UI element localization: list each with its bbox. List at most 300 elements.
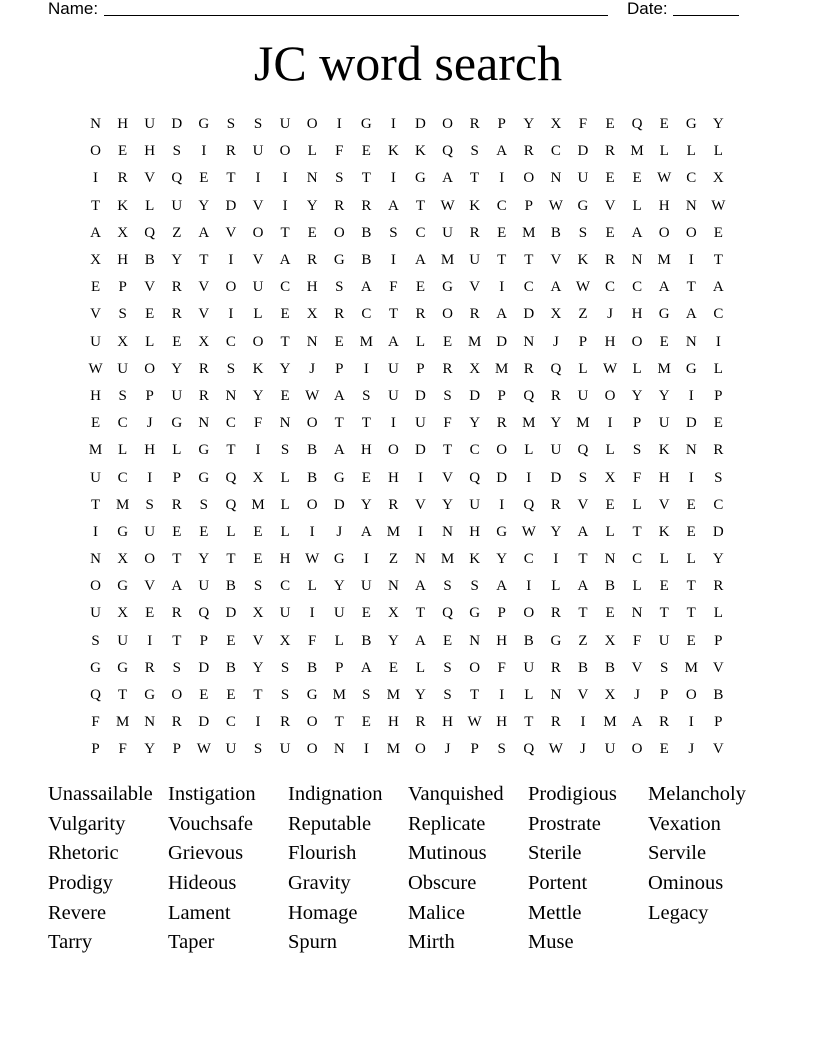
grid-letter: O [306, 741, 318, 758]
grid-letter: E [118, 143, 128, 160]
word-list-item: Revere [48, 901, 107, 924]
grid-letter: U [117, 632, 129, 649]
grid-letter: C [117, 415, 128, 432]
grid-letter: G [685, 360, 697, 377]
grid-letter: W [196, 741, 211, 758]
grid-letter: O [469, 659, 481, 676]
grid-letter: G [198, 116, 210, 133]
grid-letter: A [496, 578, 508, 595]
grid-letter: W [548, 741, 563, 758]
grid-letter: T [659, 605, 669, 622]
grid-letter: Z [578, 306, 588, 323]
grid-letter: F [389, 279, 398, 296]
grid-letter: C [280, 279, 291, 296]
grid-letter: H [496, 714, 508, 731]
word-list-item: Vexation [648, 812, 721, 835]
grid-letter: O [90, 143, 101, 160]
grid-letter: Y [550, 415, 562, 432]
grid-letter: I [688, 252, 694, 269]
grid-letter: S [226, 116, 236, 133]
grid-letter: R [388, 496, 399, 513]
grid-row [82, 546, 732, 573]
grid-letter: E [361, 143, 371, 160]
grid-letter: M [440, 551, 455, 568]
grid-letter: M [332, 687, 346, 704]
grid-letter: R [361, 197, 372, 214]
grid-letter: Y [442, 496, 453, 513]
grid-letter: A [333, 442, 345, 459]
grid-letter: V [225, 224, 237, 241]
word-search-grid [82, 111, 732, 764]
grid-letter: C [117, 469, 128, 486]
grid-letter: L [713, 605, 723, 622]
grid-letter: R [523, 143, 534, 160]
grid-letter: I [499, 687, 505, 704]
grid-letter: O [306, 415, 318, 432]
grid-letter: X [604, 469, 616, 486]
grid-letter: L [578, 360, 588, 377]
grid-letter: N [90, 551, 101, 568]
grid-letter: T [334, 415, 344, 432]
grid-letter: X [550, 306, 562, 323]
grid-letter: S [443, 578, 452, 595]
grid-letter: U [252, 143, 264, 160]
grid-letter: H [144, 442, 156, 459]
grid-letter: O [144, 360, 156, 377]
grid-letter: L [334, 632, 344, 649]
grid-letter: L [118, 442, 128, 459]
grid-letter: S [118, 306, 127, 323]
grid-letter: I [201, 143, 207, 160]
grid-letter: R [550, 659, 561, 676]
grid-row [82, 709, 732, 736]
grid-letter: A [415, 252, 426, 269]
grid-letter: V [198, 279, 210, 296]
grid-letter: U [90, 333, 101, 350]
grid-letter: H [658, 197, 670, 214]
grid-letter: Z [172, 224, 182, 241]
grid-letter: R [198, 387, 209, 404]
grid-letter: R [469, 116, 480, 133]
grid-letter: X [387, 605, 399, 622]
grid-letter: I [228, 252, 234, 269]
grid-letter: R [307, 252, 318, 269]
grid-letter: T [470, 170, 480, 187]
grid-letter: U [333, 605, 345, 622]
grid-letter: D [496, 333, 508, 350]
grid-letter: O [279, 143, 291, 160]
word-list-item: Vanquished [408, 783, 504, 805]
grid-letter: T [497, 252, 507, 269]
grid-letter: I [390, 415, 396, 432]
grid-letter: X [117, 551, 129, 568]
grid-letter: E [280, 387, 290, 404]
grid-letter: K [252, 360, 264, 377]
grid-letter: Y [333, 578, 345, 595]
grid-letter: L [632, 360, 642, 377]
grid-letter: Q [171, 170, 183, 187]
grid-letter: Y [415, 687, 426, 704]
grid-letter: O [523, 170, 535, 187]
grid-letter: V [712, 659, 724, 676]
grid-letter: P [497, 116, 506, 133]
grid-letter: N [415, 551, 426, 568]
grid-letter: L [145, 197, 155, 214]
grid-letter: D [171, 116, 183, 133]
grid-letter: T [334, 714, 344, 731]
grid-letter: L [253, 306, 263, 323]
grid-letter: L [280, 469, 290, 486]
grid-row [82, 356, 732, 383]
grid-letter: T [388, 306, 398, 323]
grid-letter: J [444, 741, 451, 758]
grid-letter: L [415, 333, 426, 350]
grid-letter: E [280, 306, 290, 323]
word-list-item: Unassailable [48, 783, 153, 805]
grid-letter: Q [144, 224, 156, 241]
grid-letter: A [360, 659, 372, 676]
grid-letter: M [359, 333, 373, 350]
grid-letter: D [415, 116, 426, 133]
grid-letter: U [279, 741, 291, 758]
grid-letter: C [496, 197, 507, 214]
grid-letter: P [335, 659, 344, 676]
grid-row [82, 655, 732, 682]
grid-letter: R [117, 170, 128, 187]
grid-letter: U [144, 116, 156, 133]
word-list-item: Replicate [408, 812, 486, 835]
grid-letter: U [442, 224, 453, 241]
grid-letter: V [198, 306, 210, 323]
grid-letter: P [145, 387, 154, 404]
grid-letter: X [117, 333, 129, 350]
name-blank-line [104, 15, 608, 16]
grid-letter: Y [198, 197, 210, 214]
grid-letter: U [469, 252, 481, 269]
grid-row [82, 573, 732, 600]
grid-letter: I [499, 496, 505, 513]
grid-letter: U [387, 387, 399, 404]
grid-letter: D [577, 143, 589, 160]
grid-letter: M [88, 442, 103, 459]
grid-letter: U [117, 360, 129, 377]
grid-letter: R [605, 143, 616, 160]
grid-letter: U [90, 469, 101, 486]
grid-letter: N [550, 170, 562, 187]
grid-letter: G [171, 415, 183, 432]
grid-letter: H [658, 469, 670, 486]
grid-letter: B [577, 659, 588, 676]
grid-letter: I [688, 714, 694, 731]
grid-letter: N [523, 333, 535, 350]
grid-letter: U [387, 360, 399, 377]
grid-letter: Y [631, 387, 643, 404]
grid-letter: U [279, 116, 291, 133]
grid-letter: P [199, 632, 209, 649]
page-title: JC word search [253, 35, 563, 91]
grid-letter: Y [469, 415, 481, 432]
grid-letter: G [90, 659, 101, 676]
grid-letter: N [631, 605, 643, 622]
grid-letter: R [442, 360, 453, 377]
grid-letter: E [145, 605, 155, 622]
grid-letter: M [657, 252, 671, 269]
word-list-item: Ominous [648, 872, 724, 895]
grid-letter: M [495, 360, 509, 377]
grid-letter: M [684, 659, 698, 676]
grid-letter: O [604, 387, 616, 404]
grid-letter: G [198, 442, 210, 459]
word-list-item: Hideous [168, 872, 237, 895]
grid-letter: U [577, 170, 589, 187]
grid-letter: M [386, 523, 401, 540]
grid-letter: K [387, 143, 399, 160]
grid-letter: T [199, 252, 209, 269]
grid-letter: U [577, 387, 589, 404]
grid-letter: H [360, 442, 372, 459]
grid-letter: U [360, 578, 372, 595]
grid-letter: D [496, 469, 508, 486]
grid-letter: L [632, 496, 642, 513]
grid-letter: S [253, 741, 263, 758]
grid-letter: Y [658, 387, 670, 404]
grid-letter: R [144, 659, 155, 676]
grid-letter: S [172, 659, 181, 676]
grid-letter: E [388, 659, 398, 676]
grid-letter: O [252, 333, 264, 350]
grid-letter: I [282, 170, 288, 187]
grid-letter: O [333, 224, 345, 241]
grid-letter: A [442, 170, 453, 187]
grid-letter: X [712, 170, 724, 187]
grid-letter: X [469, 360, 481, 377]
grid-letter: I [363, 551, 369, 568]
grid-letter: A [279, 252, 291, 269]
grid-row [82, 682, 732, 709]
grid-letter: T [90, 197, 101, 214]
grid-letter: S [280, 442, 290, 459]
grid-letter: I [553, 551, 559, 568]
grid-letter: V [144, 578, 156, 595]
grid-letter: E [686, 496, 696, 513]
grid-letter: S [226, 360, 236, 377]
grid-letter: N [685, 442, 697, 459]
grid-row [82, 492, 732, 519]
grid-letter: P [660, 687, 669, 704]
grid-letter: R [469, 306, 480, 323]
grid-letter: B [361, 632, 372, 649]
grid-letter: D [415, 442, 426, 459]
grid-letter: E [253, 551, 263, 568]
grid-letter: S [497, 741, 506, 758]
grid-letter: F [253, 415, 263, 432]
grid-letter: D [198, 714, 210, 731]
grid-letter: R [523, 360, 534, 377]
grid-letter: Y [306, 197, 318, 214]
grid-letter: L [686, 143, 696, 160]
grid-letter: L [632, 197, 642, 214]
grid-letter: H [496, 632, 508, 649]
word-list-item: Gravity [288, 872, 351, 895]
grid-letter: C [632, 279, 643, 296]
grid-letter: Q [442, 605, 453, 622]
grid-letter: P [714, 632, 723, 649]
grid-letter: C [713, 306, 724, 323]
grid-letter: A [658, 279, 670, 296]
grid-letter: S [118, 387, 127, 404]
grid-letter: P [416, 360, 425, 377]
grid-letter: W [711, 197, 726, 214]
grid-letter: P [470, 741, 479, 758]
grid-letter: V [144, 170, 156, 187]
grid-letter: V [712, 741, 724, 758]
grid-letter: T [686, 605, 696, 622]
word-list-item: Grievous [168, 842, 244, 865]
grid-letter: H [90, 387, 101, 404]
grid-letter: V [469, 279, 481, 296]
grid-letter: D [469, 387, 481, 404]
grid-letter: H [117, 252, 129, 269]
word-list-item: Malice [408, 901, 465, 924]
grid-letter: A [496, 143, 508, 160]
grid-letter: E [632, 170, 642, 187]
grid-letter: S [362, 687, 371, 704]
grid-letter: M [522, 415, 536, 432]
grid-letter: E [226, 687, 236, 704]
grid-letter: A [631, 714, 643, 731]
grid-letter: H [442, 714, 453, 731]
grid-letter: K [658, 523, 670, 540]
grid-letter: D [225, 197, 237, 214]
grid-letter: T [226, 442, 236, 459]
grid-letter: M [630, 143, 644, 160]
grid-letter: X [252, 605, 264, 622]
grid-row [82, 193, 732, 220]
grid-letter: C [225, 333, 236, 350]
grid-letter: I [363, 741, 369, 758]
word-list-item: Indignation [288, 783, 383, 805]
grid-letter: U [171, 197, 183, 214]
grid-letter: E [361, 469, 371, 486]
grid-letter: N [279, 415, 291, 432]
grid-letter: A [90, 224, 101, 241]
grid-letter: I [147, 632, 153, 649]
grid-letter: K [469, 197, 481, 214]
grid-letter: C [361, 306, 372, 323]
grid-letter: K [415, 143, 426, 160]
word-list-item: Homage [288, 901, 358, 924]
grid-letter: N [306, 333, 318, 350]
grid-letter: E [659, 741, 669, 758]
grid-letter: G [144, 687, 156, 704]
grid-letter: V [252, 632, 264, 649]
grid-letter: V [415, 496, 426, 513]
grid-letter: A [360, 279, 372, 296]
grid-letter: S [362, 387, 371, 404]
grid-letter: M [115, 496, 130, 513]
grid-letter: E [226, 632, 236, 649]
grid-letter: Y [496, 551, 508, 568]
grid-row [82, 220, 732, 247]
word-list-item: Tarry [48, 931, 93, 954]
grid-letter: S [145, 496, 154, 513]
grid-letter: D [225, 605, 237, 622]
grid-letter: R [225, 143, 236, 160]
grid-letter: B [523, 632, 534, 649]
grid-letter: A [415, 632, 426, 649]
grid-letter: E [605, 605, 615, 622]
grid-letter: L [145, 333, 155, 350]
grid-letter: Y [523, 116, 535, 133]
grid-letter: T [226, 170, 236, 187]
grid-letter: N [631, 252, 643, 269]
grid-letter: C [713, 496, 724, 513]
grid-letter: M [657, 360, 671, 377]
grid-letter: Y [252, 659, 264, 676]
grid-letter: Y [171, 360, 183, 377]
grid-letter: T [172, 632, 182, 649]
grid-letter: U [550, 442, 562, 459]
grid-letter: E [686, 632, 696, 649]
grid-letter: L [280, 523, 290, 540]
grid-letter: P [497, 387, 506, 404]
grid-letter: N [306, 170, 318, 187]
grid-letter: I [390, 170, 396, 187]
grid-letter: T [632, 523, 642, 540]
grid-letter: U [604, 741, 616, 758]
grid-letter: X [550, 116, 562, 133]
grid-letter: O [685, 687, 697, 704]
word-list-item: Prostrate [528, 812, 601, 835]
grid-letter: W [602, 360, 618, 377]
grid-letter: C [469, 442, 480, 459]
grid-letter: E [199, 523, 209, 540]
grid-letter: E [361, 605, 371, 622]
grid-letter: F [497, 659, 506, 676]
grid-letter: U [469, 496, 481, 513]
grid-letter: E [361, 714, 371, 731]
grid-letter: Q [523, 387, 535, 404]
grid-letter: P [118, 279, 127, 296]
grid-letter: I [417, 469, 423, 486]
grid-letter: Q [90, 687, 101, 704]
grid-letter: T [578, 551, 588, 568]
grid-letter: B [144, 252, 155, 269]
grid-letter: L [226, 523, 236, 540]
grid-letter: S [335, 170, 344, 187]
grid-letter: I [282, 197, 288, 214]
grid-letter: T [90, 496, 101, 513]
grid-letter: G [442, 279, 453, 296]
grid-letter: I [688, 387, 694, 404]
grid-letter: E [172, 523, 182, 540]
grid-letter: N [550, 687, 562, 704]
grid-letter: X [306, 306, 318, 323]
grid-letter: E [605, 170, 615, 187]
grid-letter: L [524, 687, 534, 704]
grid-letter: V [577, 496, 589, 513]
grid-letter: B [307, 659, 318, 676]
grid-letter: N [387, 578, 399, 595]
grid-letter: E [659, 578, 669, 595]
grid-letter: D [415, 387, 426, 404]
grid-letter: T [524, 714, 534, 731]
grid-letter: G [577, 197, 589, 214]
grid-letter: R [280, 714, 291, 731]
grid-row [82, 464, 732, 491]
grid-letter: X [252, 469, 264, 486]
grid-letter: E [686, 523, 696, 540]
